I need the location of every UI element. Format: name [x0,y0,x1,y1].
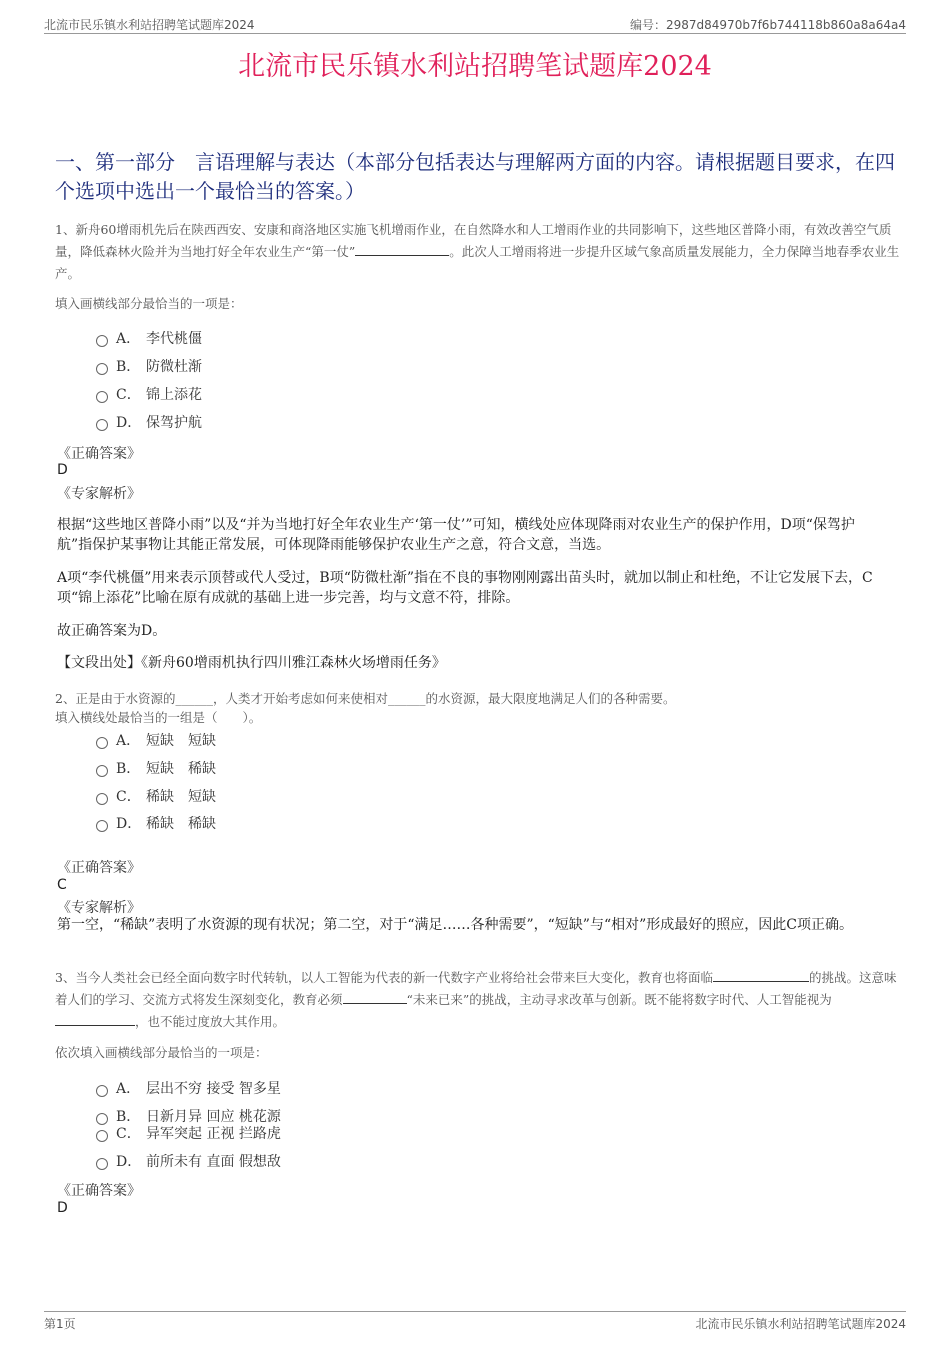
radio-icon[interactable] [96,363,108,375]
option-letter: A． [116,733,141,749]
question-2-answer-label: 《正确答案》 [57,860,141,876]
answer-blank [355,242,449,256]
option-letter: B． [116,359,141,375]
radio-icon[interactable] [96,1158,108,1170]
question-1-option-a[interactable] [96,328,202,350]
option-letter: B． [116,1109,141,1125]
option-text: 层出不穷 接受 智多星 [146,1081,281,1097]
option-text: 稀缺 稀缺 [146,816,216,832]
question-2-option-d[interactable] [96,813,216,835]
option-text: 日新月异 回应 桃花源 [146,1109,281,1125]
question-1-option-b[interactable] [96,356,202,378]
answer-blank [713,968,809,982]
question-3-part-d: ，也不能过度放大其作用。 [135,1014,286,1029]
question-1-answer: D [57,462,68,478]
page-title: 北流市民乐镇水利站招聘笔试题库2024 [238,51,712,82]
header-code-value: 2987d84970b7f6b744118b860a8a64a4 [666,18,906,32]
option-text: 保驾护航 [146,415,202,431]
option-letter: D． [116,816,142,832]
question-1-part-b: 。此次人工增雨将进一步提升区域气象高质量发展能力，全力保障当地春季农业生产。 [55,244,900,281]
question-1-part-a: 1、新舟60增雨机先后在陕西西安、安康和商洛地区实施飞机增雨作业，在自然降水和人工增雨作业的共同影响下，这些地区普降小雨，有效改善空气质量，降低森林火险并为当地打好全年农业生产“第一仗” [55,222,892,259]
option-text: 短缺 稀缺 [146,761,216,777]
option-text: 锦上添花 [146,387,202,403]
question-2-text: 2、正是由于水资源的______，人类才开始考虑如何来使相对______的水资源，最大限度地满足人们的各种需要。 [55,691,676,706]
footer-title: 北流市民乐镇水利站招聘笔试题库2024 [695,1317,906,1331]
question-1-text [55,219,900,285]
question-2-analysis-label: 《专家解析》 [57,900,141,916]
question-3-option-c[interactable] [96,1123,281,1145]
header-divider [44,33,906,34]
question-1-analysis-2: A项“李代桃僵”用来表示顶替或代人受过，B项“防微杜渐”指在不良的事物刚刚露出苗头时，就加以制止和杜绝，不让它发展下去，C项“锦上添花”比喻在原有成就的基础上进一步完善，均与文意不符，排除。 [57,570,873,606]
question-2-answer: C [57,877,67,893]
question-1-source: 【文段出处】《新舟60增雨机执行四川雅江森林火场增雨任务》 [57,655,446,671]
option-text: 稀缺 短缺 [146,789,216,805]
question-2-analysis: 第一空，“稀缺”表明了水资源的现有状况；第二空，对于“满足……各种需要”，“短缺”与“相对”形成最好的照应，因此C项正确。 [57,917,853,933]
radio-icon[interactable] [96,1130,108,1142]
question-3-option-d[interactable] [96,1151,281,1173]
option-text: 李代桃僵 [146,331,202,347]
question-3-part-c: “未来已来”的挑战，主动寻求改革与创新。既不能将数字时代、人工智能视为 [406,992,832,1007]
question-1-analysis-label: 《专家解析》 [57,486,141,502]
question-1-option-c[interactable] [96,384,202,406]
question-3-option-a[interactable] [96,1078,281,1100]
question-3-prompt: 依次填入画横线部分最恰当的一项是： [55,1045,268,1060]
radio-icon[interactable] [96,335,108,347]
radio-icon[interactable] [96,391,108,403]
option-letter: A． [116,331,141,347]
answer-blank [55,1012,135,1026]
option-letter: C． [116,789,141,805]
section-heading: 一、第一部分 言语理解与表达（本部分包括表达与理解两方面的内容。请根据题目要求，在四个选项中选出一个最恰当的答案。） [55,150,895,203]
page-number: 第1页 [44,1317,76,1331]
option-letter: C． [116,1126,141,1142]
option-letter: D． [116,1154,142,1170]
answer-blank [343,990,407,1004]
question-3-part-b: 的挑战。这意味着人们的学习、交流方式将发生深刻变化，教育必须 [55,970,897,1007]
option-letter: C． [116,387,141,403]
option-text: 防微杜渐 [146,359,202,375]
question-3-answer-label: 《正确答案》 [57,1183,141,1199]
question-1-option-d[interactable] [96,412,202,434]
option-text: 异军突起 正视 拦路虎 [146,1126,281,1142]
radio-icon[interactable] [96,737,108,749]
question-2-option-b[interactable] [96,758,216,780]
radio-icon[interactable] [96,419,108,431]
radio-icon[interactable] [96,1085,108,1097]
radio-icon[interactable] [96,820,108,832]
question-2-option-c[interactable] [96,786,216,808]
option-letter: A． [116,1081,141,1097]
footer-divider [44,1311,906,1312]
question-1-answer-label: 《正确答案》 [57,446,141,462]
question-2-prompt: 填入横线处最恰当的一组是（ ）。 [55,710,262,725]
option-text: 前所未有 直面 假想敌 [146,1154,281,1170]
header-title: 北流市民乐镇水利站招聘笔试题库2024 [44,18,255,32]
option-letter: B． [116,761,141,777]
header-code-label: 编号： [629,18,666,32]
option-text: 短缺 短缺 [146,733,216,749]
question-1-analysis-3: 故正确答案为D。 [57,623,167,639]
question-2-option-a[interactable] [96,730,216,752]
question-3-answer: D [57,1200,68,1216]
question-3-text [55,967,900,1033]
radio-icon[interactable] [96,793,108,805]
question-1-analysis-1: 根据“这些地区普降小雨”以及“并为当地打好全年农业生产‘第一仗’”可知，横线处应体现降雨对农业生产的保护作用，D项“保驾护航”指保护某事物让其能正常发展，可体现降雨能够保护农业生产之意，符合文意，当选。 [57,517,855,553]
question-1-prompt: 填入画横线部分最恰当的一项是： [55,296,243,311]
header-code [630,16,906,33]
option-letter: D． [116,415,142,431]
question-3-part-a: 3、当今人类社会已经全面向数字时代转轨，以人工智能为代表的新一代数字产业将给社会带来巨大变化，教育也将面临 [55,970,713,985]
radio-icon[interactable] [96,765,108,777]
